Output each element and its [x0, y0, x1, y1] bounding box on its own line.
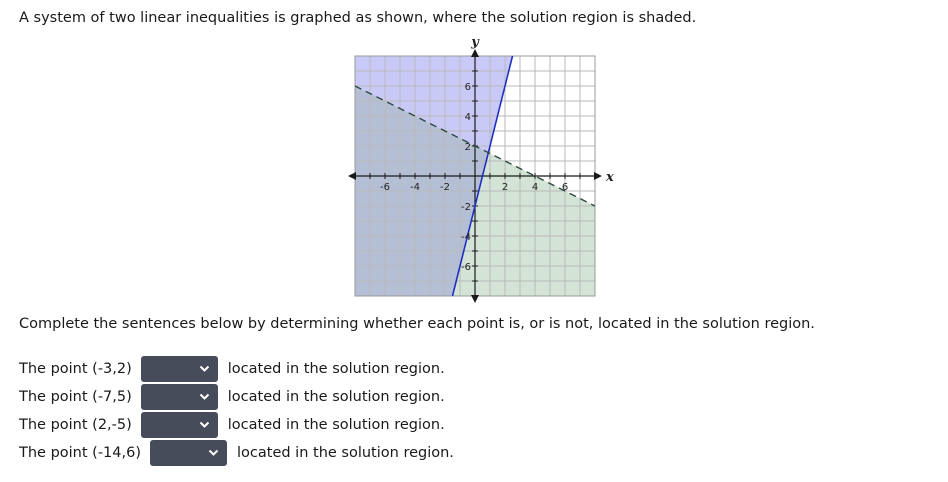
sentence-tail: located in the solution region. — [227, 361, 445, 377]
is-isnot-dropdown[interactable] — [141, 384, 218, 410]
sentence-tail: located in the solution region. — [237, 445, 454, 461]
y-tick-label: -6 — [461, 262, 471, 273]
question-row — [19, 355, 445, 383]
instructions: Complete the sentences below by determining whether each point is, or is not, located in the solution region. — [19, 316, 815, 332]
chevron-down-icon — [199, 393, 210, 401]
y-tick-label: 2 — [464, 142, 471, 153]
x-axis-arrow-right — [594, 172, 602, 180]
x-tick-label: -4 — [410, 182, 420, 193]
is-isnot-dropdown[interactable] — [141, 356, 218, 382]
y-tick-label: 4 — [464, 112, 471, 123]
inequality-graph — [340, 36, 630, 310]
y-axis-label: y — [471, 36, 479, 50]
y-tick-label: 6 — [464, 82, 471, 93]
chevron-down-icon — [199, 365, 210, 373]
sentence-tail: located in the solution region. — [227, 389, 445, 405]
question-row — [19, 383, 445, 411]
x-tick-label: 4 — [531, 182, 539, 193]
x-axis-label: x — [606, 170, 614, 185]
point-label: The point (-14,6) — [19, 445, 141, 461]
is-isnot-dropdown[interactable] — [150, 440, 227, 466]
question-row — [19, 411, 445, 439]
y-tick-label: -2 — [461, 202, 471, 213]
point-label: The point (-3,2) — [19, 361, 132, 377]
question-prompt: A system of two linear inequalities is graphed as shown, where the solution region is shaded. — [19, 10, 697, 26]
x-tick-label: 6 — [561, 182, 569, 193]
y-tick-label: -4 — [461, 232, 471, 243]
chevron-down-icon — [208, 449, 219, 457]
point-label: The point (2,-5) — [19, 417, 132, 433]
x-axis-arrow-left — [348, 172, 356, 180]
coordinate-plane — [340, 36, 630, 306]
point-label: The point (-7,5) — [19, 389, 132, 405]
x-tick-label: -2 — [440, 182, 450, 193]
sentence-tail: located in the solution region. — [227, 417, 445, 433]
y-axis-arrow-down — [471, 295, 479, 303]
x-tick-label: -6 — [380, 182, 390, 193]
chevron-down-icon — [199, 421, 210, 429]
question-row — [19, 439, 454, 467]
is-isnot-dropdown[interactable] — [141, 412, 218, 438]
x-tick-label: 2 — [501, 182, 509, 193]
y-axis-arrow-up — [471, 49, 479, 57]
